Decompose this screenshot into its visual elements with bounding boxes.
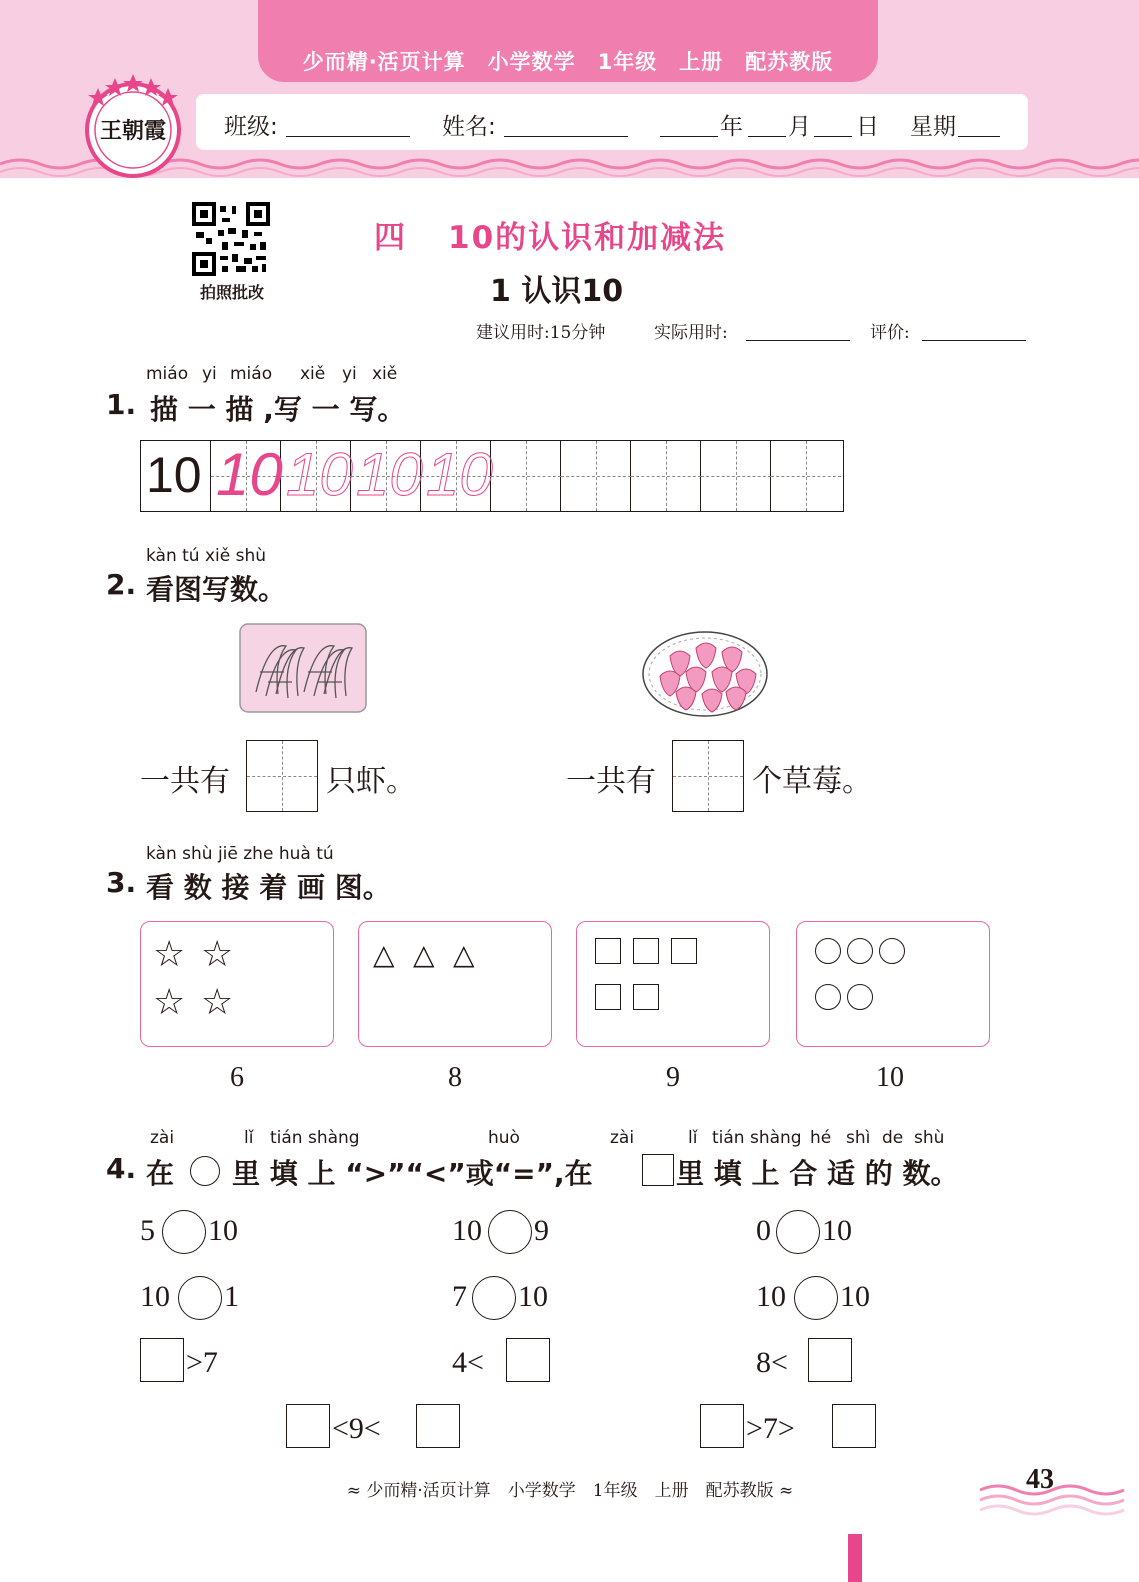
square-icon xyxy=(633,984,659,1010)
target-count-10: 10 xyxy=(876,1062,904,1093)
compare-circle[interactable] xyxy=(162,1210,206,1254)
compare-left: 5 xyxy=(140,1214,155,1247)
star-icon: ☆ xyxy=(153,934,186,975)
triangle-icon: △ xyxy=(413,938,435,971)
q2-instruction: 看图写数。 xyxy=(146,573,287,606)
triangle-icon: △ xyxy=(373,938,395,971)
publisher-logo xyxy=(78,70,188,180)
day-label: 日 xyxy=(856,114,879,140)
square-icon xyxy=(595,984,621,1010)
q1-pinyin-3: miáo xyxy=(230,364,273,384)
page-edge-marker xyxy=(848,1534,862,1582)
q4-pinyin: lǐ xyxy=(244,1128,254,1148)
strawberry-sentence-start: 一共有 xyxy=(566,764,656,799)
name-label: 姓名: xyxy=(442,114,496,140)
grid-cell[interactable] xyxy=(491,441,561,511)
square-icon xyxy=(633,938,659,964)
fill-number-box[interactable] xyxy=(832,1404,876,1448)
q1-pinyin-1: miáo xyxy=(146,364,189,384)
q1-pinyin-4: xiě xyxy=(300,364,326,384)
q3-number: 3. xyxy=(106,866,137,899)
lesson-title: 1 认识10 xyxy=(490,274,624,309)
solid-trace-ten: 10 xyxy=(216,441,283,508)
weekday-field[interactable] xyxy=(958,136,1000,137)
q4-pinyin: shù xyxy=(914,1128,945,1148)
q1-pinyin-2: yi xyxy=(202,364,217,384)
q4-square-icon xyxy=(642,1154,674,1186)
compare-circle[interactable] xyxy=(776,1210,820,1254)
q1-number: 1. xyxy=(106,388,137,421)
compare-circle[interactable] xyxy=(794,1276,838,1320)
grid-cell[interactable] xyxy=(561,441,631,511)
year-field[interactable] xyxy=(660,136,718,137)
target-count-6: 6 xyxy=(230,1062,244,1093)
month-field[interactable] xyxy=(748,136,786,137)
compare-right: 10 xyxy=(822,1214,852,1247)
day-field[interactable] xyxy=(814,136,852,137)
rating-label: 评价: xyxy=(870,323,910,343)
q4-pinyin: de xyxy=(882,1128,904,1148)
q4-pinyin: lǐ xyxy=(688,1128,698,1148)
star-icon: ☆ xyxy=(201,934,234,975)
circle-icon xyxy=(847,984,873,1010)
footer-series: ≈ 少而精·活页计算 小学数学 1年级 上册 配苏教版 ≈ xyxy=(346,1481,794,1501)
square-icon xyxy=(595,938,621,964)
fill-number-box[interactable] xyxy=(700,1404,744,1448)
shrimp-picture xyxy=(238,622,368,714)
compare-left: 0 xyxy=(756,1214,771,1247)
fill-number-box[interactable] xyxy=(506,1338,550,1382)
q4-pinyin: zài xyxy=(150,1128,175,1148)
inequality-text: 8< xyxy=(756,1346,788,1379)
inequality-text: >7> xyxy=(746,1412,795,1445)
shrimp-sentence-start: 一共有 xyxy=(140,764,230,799)
compare-left: 10 xyxy=(452,1214,482,1247)
fill-number-box[interactable] xyxy=(286,1404,330,1448)
compare-left: 10 xyxy=(140,1280,170,1313)
strawberry-picture xyxy=(640,622,770,718)
name-field[interactable] xyxy=(504,136,628,137)
q4-pinyin: hé xyxy=(810,1128,832,1148)
fill-number-box[interactable] xyxy=(140,1338,184,1382)
q4-text-middle: 里 填 上 “>”“<”或“=”,在 xyxy=(232,1157,593,1190)
q4-text-zai: 在 xyxy=(146,1157,175,1190)
square-icon xyxy=(671,938,697,964)
student-info-bar xyxy=(196,94,1028,150)
compare-right: 9 xyxy=(534,1214,549,1247)
dashed-trace-ten: 10 xyxy=(356,441,423,508)
grid-cell[interactable] xyxy=(701,441,771,511)
dashed-trace-ten: 10 xyxy=(286,441,353,508)
rating-field[interactable] xyxy=(922,340,1026,341)
circle-icon xyxy=(815,938,841,964)
q4-pinyin: tián shàng xyxy=(270,1128,360,1148)
compare-right: 1 xyxy=(224,1280,239,1313)
actual-time-field[interactable] xyxy=(746,340,850,341)
actual-time-label: 实际用时: xyxy=(654,323,728,343)
q1-pinyin-5: yi xyxy=(342,364,357,384)
q3-instruction: 看 数 接 着 画 图。 xyxy=(146,871,391,904)
compare-circle[interactable] xyxy=(178,1276,222,1320)
circle-icon xyxy=(847,938,873,964)
inequality-text: >7 xyxy=(186,1346,218,1379)
logo-text: 王朝霞 xyxy=(99,118,167,144)
unit-title: 10的认识和加减法 xyxy=(448,220,727,256)
circle-icon xyxy=(815,984,841,1010)
compare-left: 7 xyxy=(452,1280,467,1313)
q4-pinyin: tián shàng xyxy=(712,1128,802,1148)
weekday-label: 星期 xyxy=(910,114,956,140)
shrimp-answer-box[interactable] xyxy=(246,740,318,812)
page-number: 43 xyxy=(1026,1464,1054,1495)
q4-number: 4. xyxy=(106,1152,137,1185)
compare-right: 10 xyxy=(840,1280,870,1313)
qr-code-icon[interactable] xyxy=(192,202,270,276)
stars-drawing-box[interactable] xyxy=(140,921,334,1047)
year-label: 年 xyxy=(720,114,743,140)
footer-wave-decoration xyxy=(980,1476,1130,1516)
compare-right: 10 xyxy=(208,1214,238,1247)
compare-left: 10 xyxy=(756,1280,786,1313)
target-count-9: 9 xyxy=(666,1062,680,1093)
q4-pinyin: shì xyxy=(846,1128,871,1148)
triangle-icon: △ xyxy=(453,938,475,971)
q3-pinyin: kàn shù jiē zhe huà tú xyxy=(146,844,334,864)
circle-icon xyxy=(879,938,905,964)
strawberry-answer-box[interactable] xyxy=(672,740,744,812)
shrimp-sentence-end: 只虾。 xyxy=(326,764,416,799)
class-field[interactable] xyxy=(286,136,410,137)
q4-circle-icon xyxy=(190,1156,220,1186)
series-line: 少而精·活页计算 小学数学 1年级 上册 配苏教版 xyxy=(302,50,834,74)
star-icon: ☆ xyxy=(201,982,234,1023)
q4-pinyin: huò xyxy=(488,1128,520,1148)
inequality-text: <9< xyxy=(332,1412,381,1445)
fill-number-box[interactable] xyxy=(808,1338,852,1382)
class-label: 班级: xyxy=(224,114,278,140)
q1-pinyin-6: xiě xyxy=(372,364,398,384)
star-icon: ☆ xyxy=(153,982,186,1023)
compare-right: 10 xyxy=(518,1280,548,1313)
fill-number-box[interactable] xyxy=(416,1404,460,1448)
unit-number: 四 xyxy=(374,220,405,256)
compare-circle[interactable] xyxy=(472,1276,516,1320)
dashed-trace-ten: 10 xyxy=(426,441,493,508)
compare-circle[interactable] xyxy=(488,1210,532,1254)
inequality-text: 4< xyxy=(452,1346,484,1379)
grid-cell[interactable] xyxy=(631,441,701,511)
circles-drawing-box[interactable] xyxy=(796,921,990,1047)
strawberry-sentence-end: 个草莓。 xyxy=(752,764,872,799)
q4-text-end: 里 填 上 合 适 的 数。 xyxy=(676,1157,959,1190)
qr-label: 拍照批改 xyxy=(199,283,264,302)
grid-cell[interactable] xyxy=(771,441,841,511)
target-count-8: 8 xyxy=(448,1062,462,1093)
suggested-time: 建议用时:15分钟 xyxy=(476,323,606,343)
q4-pinyin: zài xyxy=(610,1128,635,1148)
squares-drawing-box[interactable] xyxy=(576,921,770,1047)
month-label: 月 xyxy=(788,114,811,140)
q1-instruction: 描 一 描 ,写 一 写。 xyxy=(150,393,406,426)
q2-number: 2. xyxy=(106,568,137,601)
q2-pinyin: kàn tú xiě shù xyxy=(146,546,267,566)
triangles-drawing-box[interactable] xyxy=(358,921,552,1047)
sample-ten: 10 xyxy=(146,447,202,503)
